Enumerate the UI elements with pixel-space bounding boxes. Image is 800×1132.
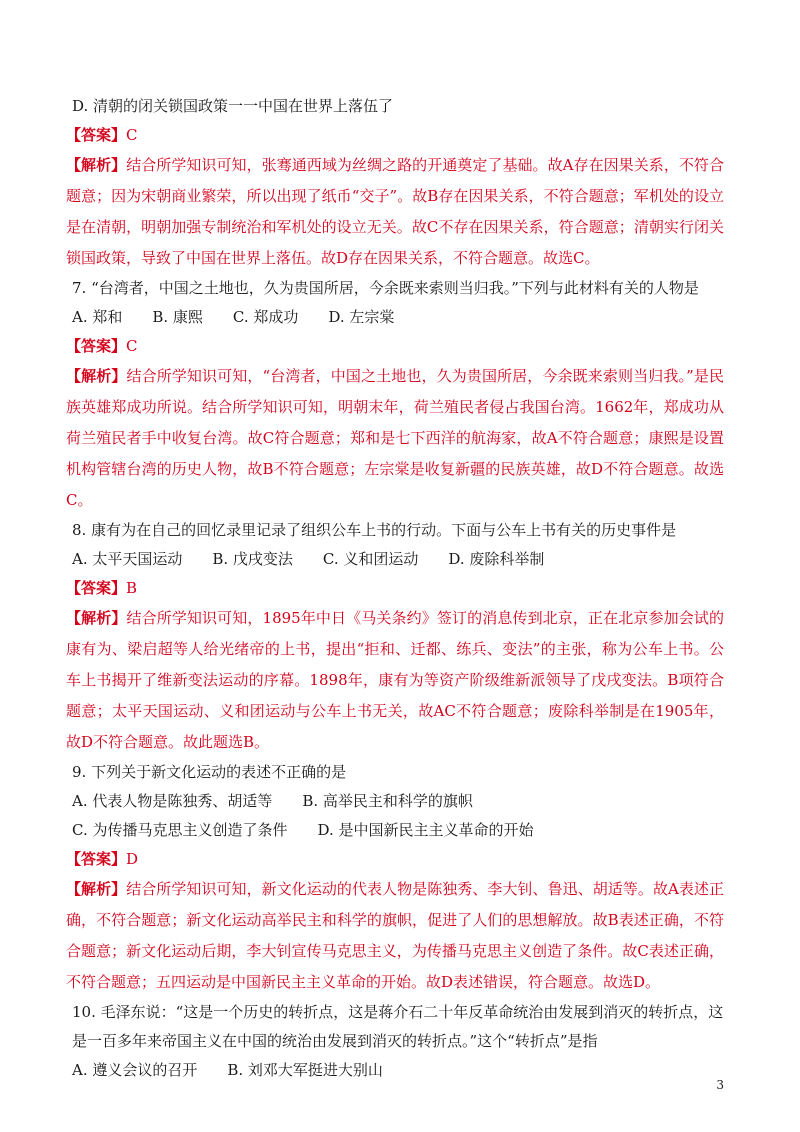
explanation-label: 【解析】: [66, 367, 127, 385]
explanation-text: 结合所学知识可知，新文化运动的代表人物是陈独秀、李大钊、鲁迅、胡适等。故A表述正确，不符合题意；新文化运动高举民主和科学的旗帜，促进了人们的思想解放。故B表述正确，不符合题意；新文化运动后期，李大钊宣传马克思主义，为传播马克思主义创造了条件。故C表述正确，不符合题意；五四运动是中国新民主主义革命的开始。故D表述错误，符合题意。故选D。: [66, 880, 724, 991]
question-8-options: A. 太平天国运动 B. 戊戌变法 C. 义和团运动 D. 废除科举制: [72, 550, 545, 568]
explanation-9: [66, 874, 724, 998]
answer-value: D: [126, 850, 139, 868]
question-10: 10. 毛泽东说：“这是一个历史的转折点，这是蒋介石二十年反革命统治由发展到消灭的转折点，这是一百多年来帝国主义在中国的统治由发展到消灭的转折点。”这个“转折点”是指: [72, 1003, 724, 1050]
answer-value: B: [126, 579, 138, 597]
answer-9: [66, 845, 724, 874]
answer-label: 【答案】: [66, 579, 127, 597]
question-8: 8. 康有为在自己的回忆录里记录了组织公车上书的行动。下面与公车上书有关的历史事件是: [72, 521, 677, 539]
answer-label: 【答案】: [66, 337, 127, 355]
answer-7: [66, 332, 724, 361]
question-7: 7. “台湾者，中国之土地也，久为贵国所居，今余既来索则当归我。”下列与此材料有关的人物是: [72, 279, 699, 297]
explanation-7: [66, 361, 724, 516]
explanation-text: 结合所学知识可知，张骞通西域为丝绸之路的开通奠定了基础。故A存在因果关系，不符合题意；因为宋朝商业繁荣，所以出现了纸币“交子”。故B存在因果关系，不符合题意；军机处的设立是在清朝，明朝加强专制统治和军机处的设立无关。故C不存在因果关系，符合题意；清朝实行闭关锁国政策，导致了中国在世界上落伍。故D存在因果关系，不符合题意。故选C。: [66, 156, 724, 267]
answer-label: 【答案】: [66, 126, 127, 144]
explanation-text: 结合所学知识可知，1895年中日《马关条约》签订的消息传到北京，正在北京参加会试的康有为、梁启超等人给光绪帝的上书，提出“拒和、迁都、练兵、变法”的主张，称为公车上书。公车上书揭开了维新变法运动的序幕。1898年，康有为等资产阶级维新派领导了戊戌变法。B项符合题意；太平天国运动、义和团运动与公车上书无关，故AC不符合题意；废除科举制是在1905年，故D不符合题意。故此题选B。: [66, 609, 724, 751]
explanation-text: 结合所学知识可知，“台湾者，中国之土地也，久为贵国所居，今余既来索则当归我。”是民族英雄郑成功所说。结合所学知识可知，明朝末年，荷兰殖民者侵占我国台湾。1662年，郑成功从荷兰殖民者手中收复台湾。故C符合题意；郑和是七下西洋的航海家，故A不符合题意；康熙是设置机构管辖台湾的历史人物，故B不符合题意；左宗棠是收复新疆的民族英雄，故D不符合题意。故选C。: [66, 367, 724, 509]
answer-value: C: [126, 126, 138, 144]
question-9-options-ab: A. 代表人物是陈独秀、胡适等 B. 高举民主和科学的旗帜: [72, 792, 473, 810]
answer-label: 【答案】: [66, 850, 127, 868]
question-9-options-cd: C. 为传播马克思主义创造了条件 D. 是中国新民主主义革命的开始: [72, 821, 534, 839]
page-content: [66, 92, 724, 1085]
explanation-8: [66, 603, 724, 758]
explanation-label: 【解析】: [66, 609, 127, 627]
question-10-options: A. 遵义会议的召开 B. 刘邓大军挺进大别山: [72, 1061, 383, 1079]
answer-8: [66, 574, 724, 603]
explanation-label: 【解析】: [66, 156, 127, 174]
answer-value: C: [126, 337, 138, 355]
answer-6: [66, 121, 724, 150]
question-6-option-d: D. 清朝的闭关锁国政策一一中国在世界上落伍了: [72, 97, 394, 115]
page-number: 3: [716, 1078, 724, 1092]
explanation-label: 【解析】: [66, 880, 127, 898]
question-7-options: A. 郑和 B. 康熙 C. 郑成功 D. 左宗棠: [72, 308, 395, 326]
explanation-6: [66, 150, 724, 274]
question-9: 9. 下列关于新文化运动的表述不正确的是: [72, 763, 347, 781]
